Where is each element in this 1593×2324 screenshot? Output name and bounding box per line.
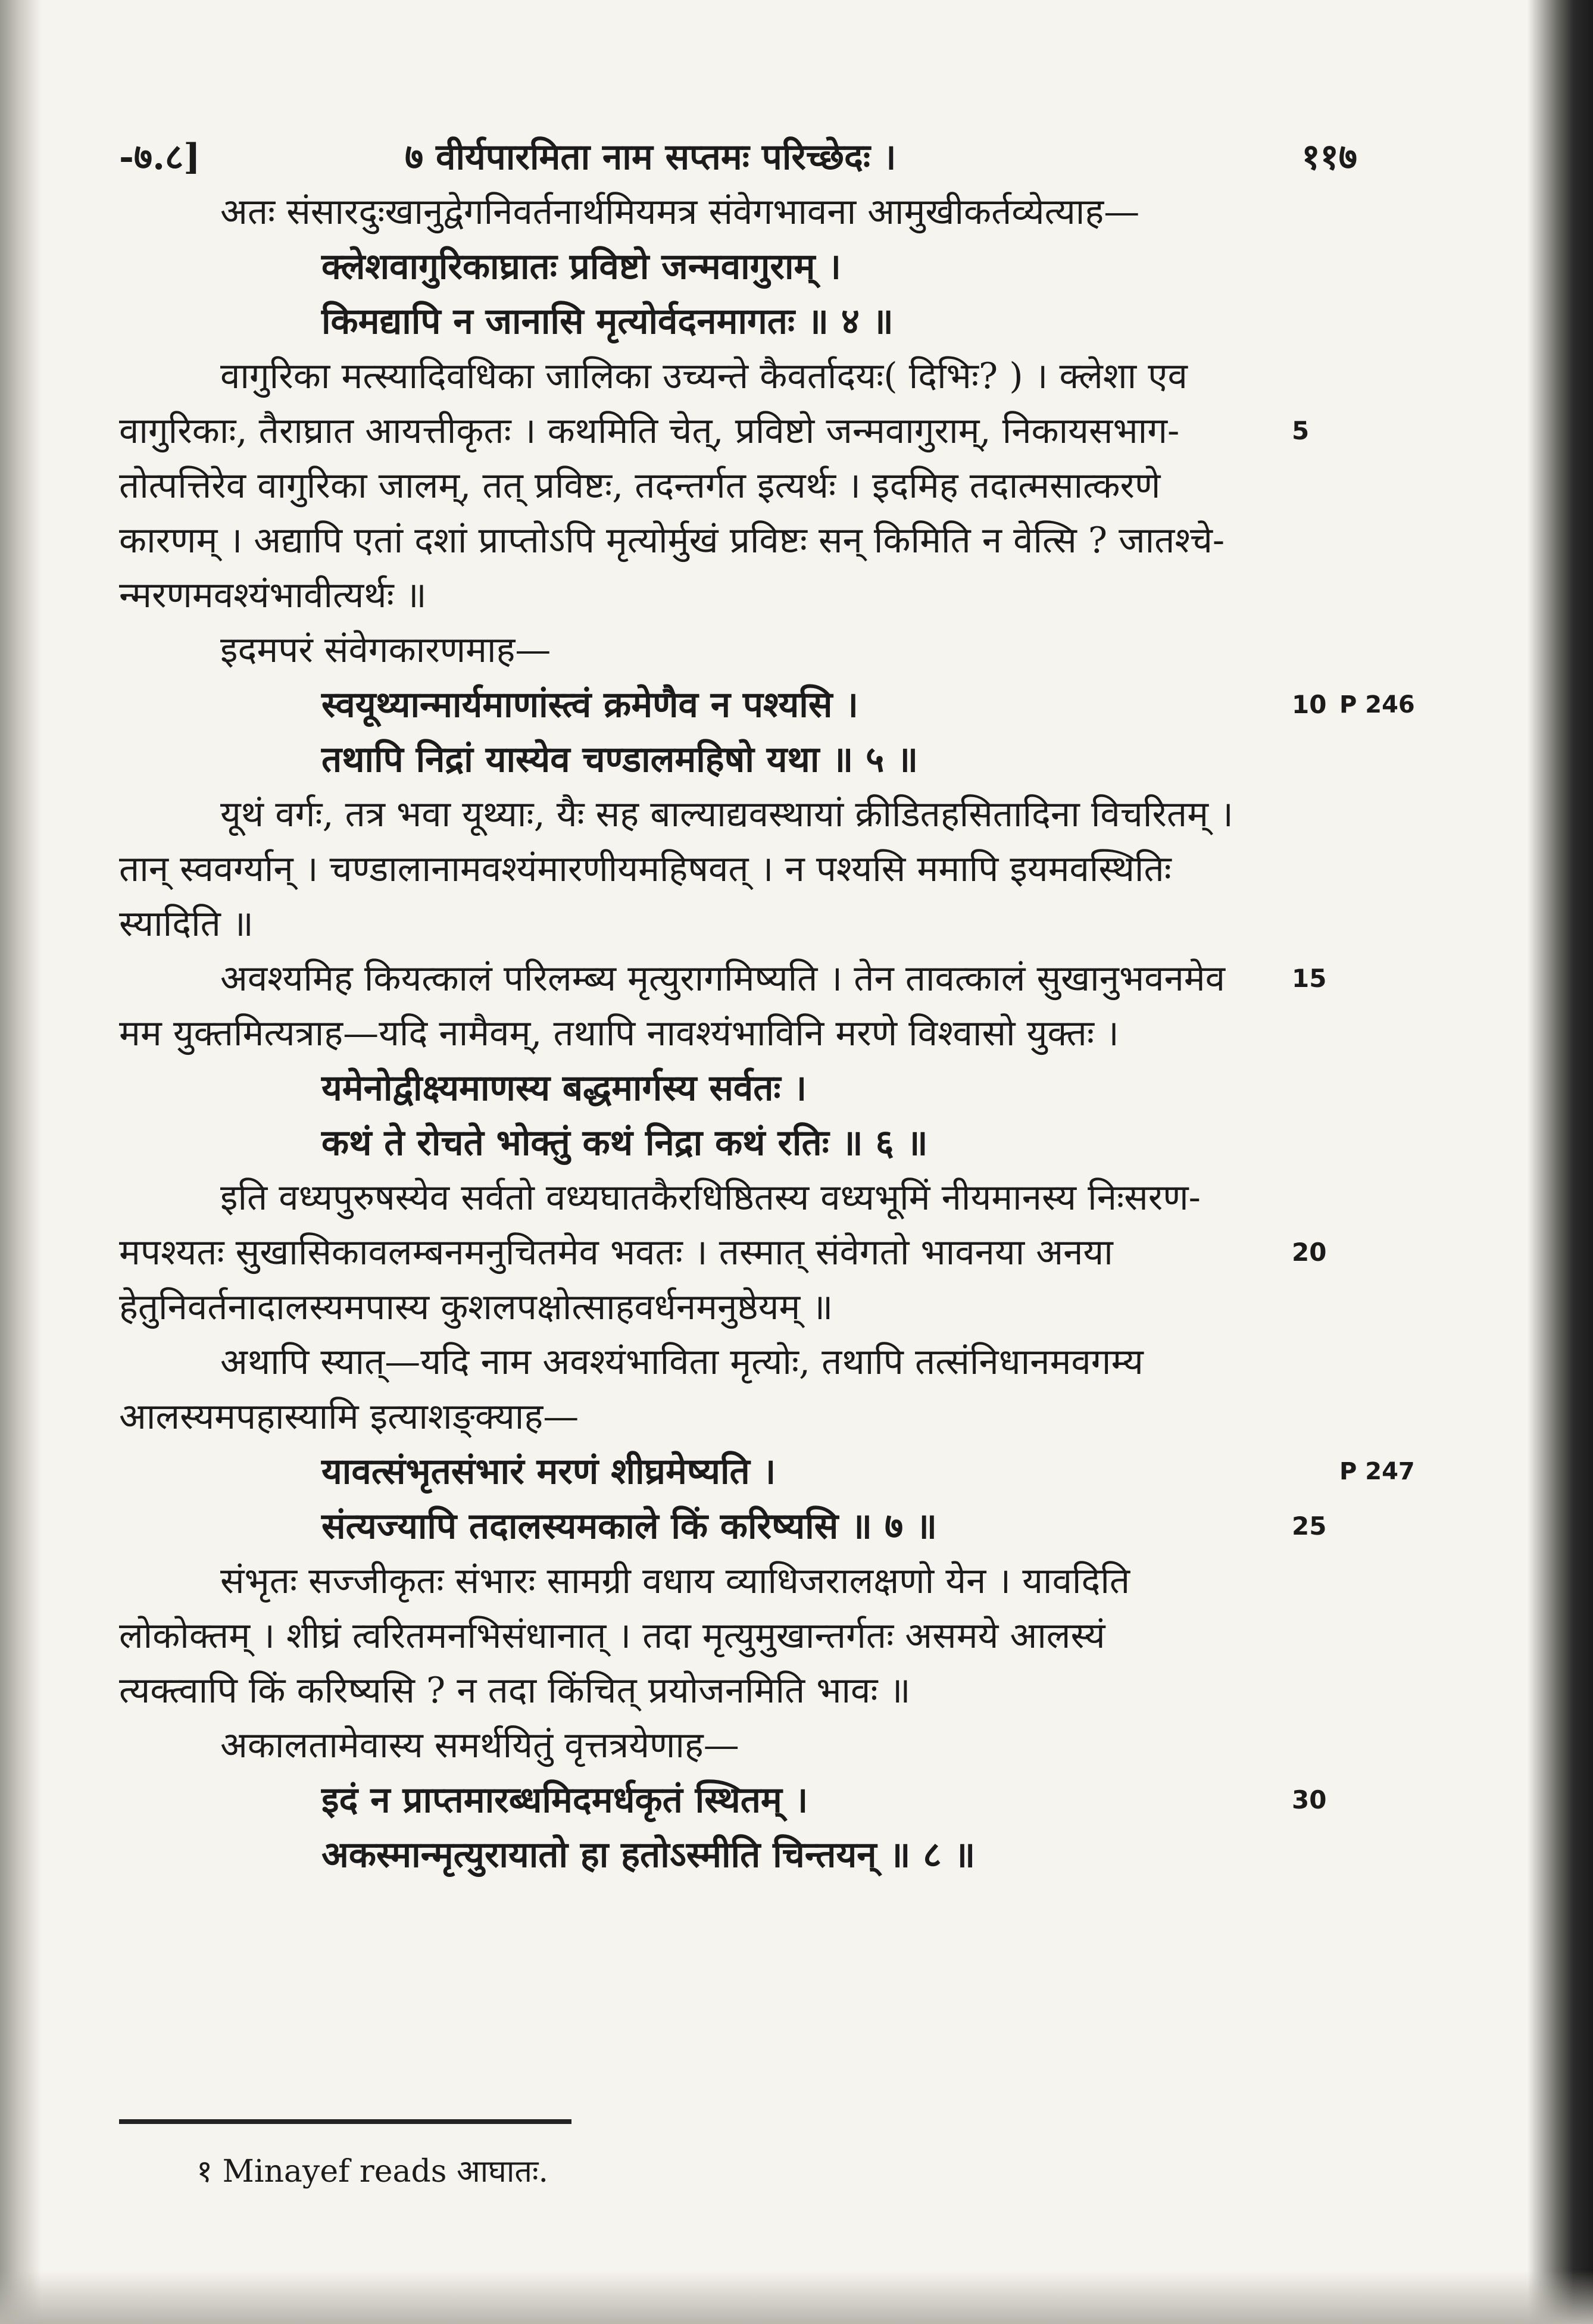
- verse-line: [119, 732, 1357, 787]
- commentary-line: [119, 185, 1357, 239]
- commentary-line: [119, 349, 1357, 404]
- manuscript-page-ref: P 246: [1339, 691, 1415, 719]
- line-text: इदं न प्राप्तमारब्धमिदमर्धकृतं स्थितम् ।: [321, 1779, 808, 1821]
- commentary-line: [119, 1006, 1357, 1061]
- verse-line: [119, 294, 1357, 349]
- commentary-line: [119, 458, 1357, 513]
- commentary-line: [119, 568, 1357, 623]
- commentary-line: [119, 1389, 1357, 1444]
- commentary-line: [119, 1608, 1357, 1663]
- verse-line: [119, 1061, 1357, 1116]
- footnote: १ Minayef reads आघातः.: [196, 2154, 549, 2189]
- commentary-line: [119, 1554, 1357, 1608]
- line-number: 10: [1292, 690, 1327, 719]
- commentary-line: [119, 1663, 1357, 1718]
- line-text: मपश्यतः सुखासिकावलम्बनमनुचितमेव भवतः । तस्मात् संवेगतो भावनया अनया: [119, 1232, 1113, 1273]
- line-text: लोकोक्तम् । शीघ्रं त्वरितमनभिसंधानात् । तदा मृत्युमुखान्तर्गतः असमये आलस्यं: [119, 1615, 1105, 1657]
- commentary-line: [119, 787, 1357, 842]
- verse-line: [119, 1499, 1357, 1554]
- header-chapter-title: ७ वीर्यपारमिता नाम सप्तमः परिच्छेदः ।: [405, 136, 897, 178]
- line-text: तथापि निद्रां यास्येव चण्डालमहिषो यथा ॥ ५ ॥: [321, 739, 919, 780]
- line-number: 20: [1292, 1238, 1327, 1267]
- commentary-line: [119, 842, 1357, 897]
- line-text: इति वध्यपुरुषस्येव सर्वतो वध्यघातकैरधिष्ठितस्य वध्यभूमिं नीयमानस्य निःसरण-: [220, 1177, 1201, 1219]
- scan-edge-left: [0, 0, 42, 2324]
- commentary-line: [119, 1225, 1357, 1280]
- line-number: 30: [1292, 1785, 1327, 1814]
- header-section-ref: -७.८]: [119, 136, 201, 178]
- scan-edge-bottom: [0, 2270, 1593, 2324]
- running-header: [119, 119, 1357, 185]
- line-text: कथं ते रोचते भोक्तुं कथं निद्रा कथं रतिः ॥ ६ ॥: [321, 1122, 928, 1164]
- line-text: त्यक्त्वापि किं करिष्यसि ? न तदा किंचित् प्रयोजनमिति भावः ॥: [119, 1670, 911, 1711]
- line-text: संत्यज्यापि तदालस्यमकाले किं करिष्यसि ॥ ७ ॥: [321, 1505, 938, 1547]
- commentary-line: [119, 897, 1357, 951]
- line-text: स्यादिति ॥: [119, 903, 254, 945]
- line-text: यमेनोद्वीक्ष्यमाणस्य बद्धमार्गस्य सर्वतः ।: [321, 1067, 807, 1109]
- line-number: 15: [1292, 964, 1327, 993]
- line-number: 5: [1292, 416, 1310, 445]
- line-text: क्लेशवागुरिकाघ्रातः प्रविष्टो जन्मवागुराम् ।: [321, 246, 842, 288]
- header-page-number: ११७: [1301, 136, 1357, 178]
- commentary-line: [119, 1280, 1357, 1335]
- commentary-line: [119, 1170, 1357, 1225]
- page-body: [119, 119, 1415, 1882]
- line-text: संभृतः सज्जीकृतः संभारः सामग्री वधाय व्याधिजरालक्षणो येन । यावदिति: [220, 1560, 1130, 1602]
- commentary-line: [119, 623, 1357, 677]
- line-text: इदमपरं संवेगकारणमाह—: [220, 629, 551, 671]
- line-number: 25: [1292, 1511, 1327, 1541]
- commentary-line: [119, 951, 1357, 1006]
- line-text: स्वयूथ्यान्मार्यमाणांस्त्वं क्रमेणैव न पश्यसि ।: [321, 684, 859, 726]
- line-text: तान् स्ववर्ग्यान् । चण्डालानामवश्यंमारणीयमहिषवत् । न पश्यसि ममापि इयमवस्थितिः: [119, 848, 1172, 890]
- line-text: यूथं वर्गः, तत्र भवा यूथ्याः, यैः सह बाल्याद्यवस्थायां क्रीडितहसितादिना विचरितम् ।: [220, 794, 1233, 835]
- verse-line: [119, 1773, 1357, 1828]
- line-text: तोत्पत्तिरेव वागुरिका जालम्, तत् प्रविष्टः, तदन्तर्गत इत्यर्थः । इदमिह तदात्मसात्करणे: [119, 465, 1161, 507]
- line-text: किमद्यापि न जानासि मृत्योर्वदनमागतः ॥ ४ ॥: [321, 301, 894, 342]
- scan-edge-right: [1528, 0, 1593, 2324]
- line-text: यावत्संभृतसंभारं मरणं शीघ्रमेष्यति ।: [321, 1451, 776, 1492]
- line-text: कारणम् । अद्यापि एतां दशां प्राप्तोऽपि मृत्योर्मुखं प्रविष्टः सन् किमिति न वेत्सि ? जातश्चे-: [119, 520, 1225, 561]
- footnote-rule: [119, 2119, 571, 2124]
- verse-line: [119, 1444, 1415, 1499]
- line-text: आलस्यमपहास्यामि इत्याशङ्क्याह—: [119, 1396, 579, 1438]
- line-text: वागुरिकाः, तैराघ्रात आयत्तीकृतः । कथमिति चेत्, प्रविष्टो जन्मवागुराम्, निकायसभाग-: [119, 410, 1180, 452]
- line-text: अकस्मान्मृत्युरायातो हा हतोऽस्मीति चिन्तयन् ॥ ८ ॥: [321, 1834, 976, 1876]
- verse-line: [119, 677, 1415, 732]
- text-body: [119, 185, 1415, 1882]
- line-text: अतः संसारदुःखानुद्वेगनिवर्तनार्थमियमत्र संवेगभावना आमुखीकर्तव्येत्याह—: [220, 191, 1140, 233]
- manuscript-page-ref: P 247: [1339, 1458, 1415, 1485]
- commentary-line: [119, 404, 1357, 458]
- line-text: मम युक्तमित्यत्राह—यदि नामैवम्, तथापि नावश्यंभाविनि मरणे विश्वासो युक्तः ।: [119, 1013, 1119, 1054]
- line-text: न्मरणमवश्यंभावीत्यर्थः ॥: [119, 574, 427, 616]
- commentary-line: [119, 1718, 1357, 1773]
- line-text: अकालतामेवास्य समर्थयितुं वृत्तत्रयेणाह—: [220, 1725, 739, 1766]
- commentary-line: [119, 1335, 1357, 1389]
- line-text: वागुरिका मत्स्यादिवधिका जालिका उच्यन्ते कैवर्तादयः( दिभिः? ) । क्लेशा एव: [220, 355, 1188, 397]
- verse-line: [119, 1116, 1357, 1170]
- commentary-line: [119, 513, 1357, 568]
- line-text: हेतुनिवर्तनादालस्यमपास्य कुशलपक्षोत्साहवर्धनमनुष्ठेयम् ॥: [119, 1286, 833, 1328]
- verse-line: [119, 239, 1357, 294]
- line-text: अथापि स्यात्—यदि नाम अवश्यंभाविता मृत्योः, तथापि तत्संनिधानमवगम्य: [220, 1341, 1144, 1383]
- line-text: अवश्यमिह कियत्कालं परिलम्ब्य मृत्युरागमिष्यति । तेन तावत्कालं सुखानुभवनमेव: [220, 958, 1226, 999]
- verse-line: [119, 1828, 1357, 1882]
